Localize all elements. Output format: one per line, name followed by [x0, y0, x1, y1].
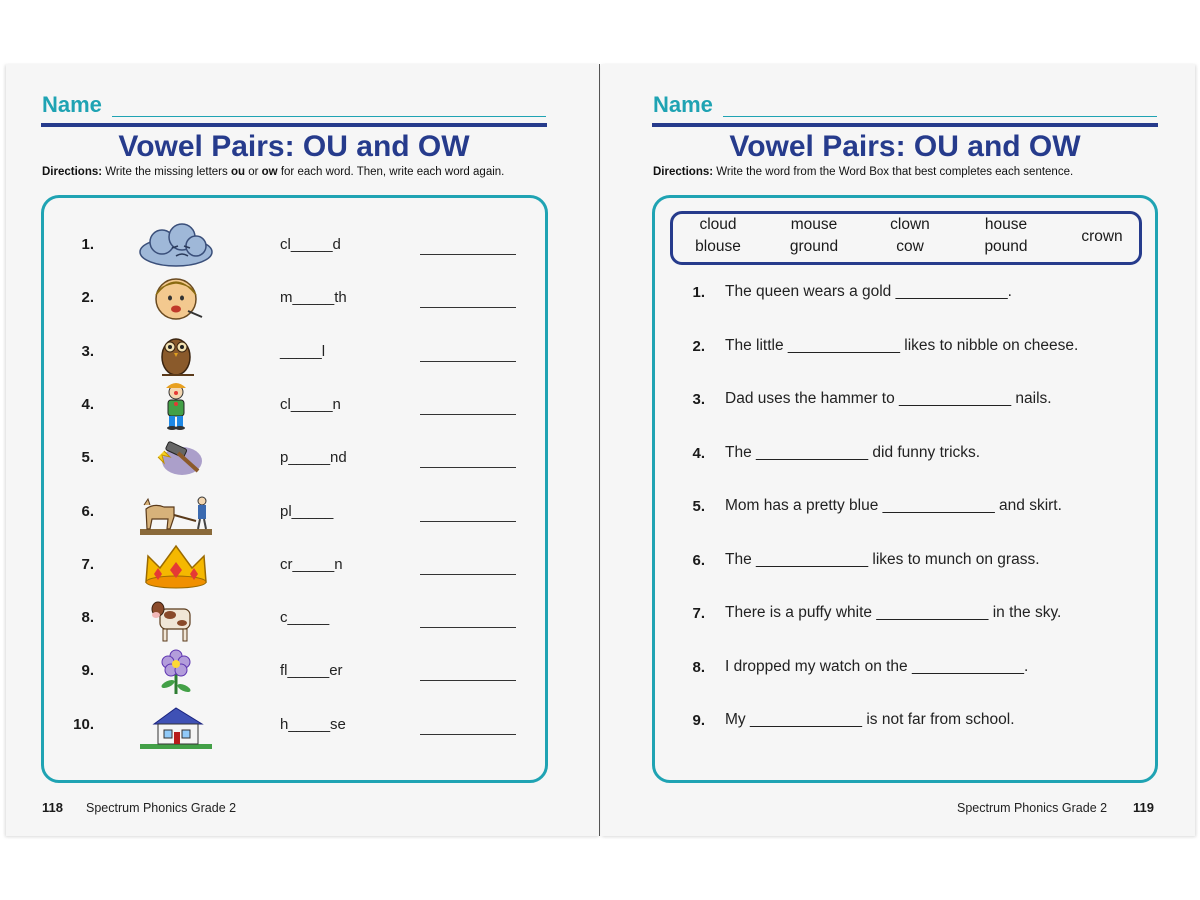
- item-number: 1.: [81, 236, 94, 253]
- sentence-number: 7.: [692, 605, 705, 622]
- book-title: Spectrum Phonics Grade 2: [86, 801, 237, 815]
- missing-letters-word: cr_____n: [280, 555, 343, 573]
- page-number: 118: [42, 800, 63, 815]
- missing-letters-word: _____l: [280, 342, 326, 360]
- sentence-number: 2.: [692, 337, 705, 355]
- answer-line[interactable]: [420, 680, 516, 681]
- directions: [42, 166, 532, 178]
- sentence-text: The _____________ did funny tricks.: [725, 443, 981, 461]
- plow-icon: [136, 489, 216, 537]
- answer-line[interactable]: [420, 254, 516, 255]
- exercise-row: [44, 648, 545, 696]
- answer-line[interactable]: [420, 521, 516, 522]
- item-number: 4.: [81, 395, 94, 413]
- header-rule: [652, 123, 1158, 127]
- answer-line[interactable]: [420, 467, 516, 468]
- sentence-number: 3.: [692, 391, 705, 408]
- cloud-icon: [136, 222, 216, 270]
- sentence-text: My _____________ is not far from school.: [725, 711, 1015, 728]
- book-title: Spectrum Phonics Grade 2: [957, 801, 1108, 815]
- sentence-number: 6.: [692, 551, 705, 569]
- word-box-word: mouse: [790, 216, 838, 233]
- sentence-number: 5.: [692, 498, 705, 515]
- directions-ou: ou: [230, 166, 246, 178]
- name-label: Name: [653, 92, 713, 117]
- directions-prefix: Directions:: [653, 166, 714, 178]
- right-page: [601, 64, 1195, 836]
- directions-text: or: [245, 166, 262, 178]
- word-box-word: clown: [890, 216, 930, 233]
- word-box-word: pound: [984, 238, 1028, 255]
- missing-letters-word: cl_____n: [280, 395, 341, 413]
- answer-line[interactable]: [420, 414, 516, 415]
- answer-line[interactable]: [420, 627, 516, 628]
- sentence-number: 8.: [692, 658, 705, 676]
- sentence-text: Dad uses the hammer to _____________ nails.: [725, 390, 1052, 407]
- sentence-text: The queen wears a gold _____________.: [725, 283, 1012, 300]
- exercise-row: [44, 382, 545, 430]
- word-box-word: ground: [789, 238, 839, 255]
- missing-letters-word: pl_____: [280, 502, 334, 520]
- missing-letters-word: fl_____er: [280, 662, 343, 680]
- directions-prefix: Directions:: [42, 166, 103, 178]
- house-icon: [136, 702, 216, 750]
- exercise-row: [44, 595, 545, 643]
- page-number: 119: [1133, 800, 1154, 815]
- word-box-word: cloud: [699, 216, 737, 233]
- mouth-icon: [136, 275, 216, 323]
- exercise-box: [41, 195, 548, 783]
- sentence-text: The _____________ likes to munch on grass.: [725, 550, 1040, 568]
- sentence-number: 4.: [692, 444, 705, 462]
- name-line: [112, 116, 546, 117]
- answer-line[interactable]: [420, 307, 516, 308]
- item-number: 6.: [81, 502, 94, 520]
- sentence-text: Mom has a pretty blue _____________ and skirt.: [725, 497, 1062, 514]
- item-number: 2.: [81, 289, 94, 307]
- clown-icon: [136, 382, 216, 430]
- item-number: 9.: [81, 662, 94, 680]
- missing-letters-word: cl_____d: [280, 236, 341, 253]
- answer-line[interactable]: [420, 361, 516, 362]
- exercise-row: [44, 329, 545, 377]
- sentence-text: There is a puffy white _____________ in the sky.: [725, 604, 1062, 621]
- directions-text: Write the word from the Word Box that best completes each sentence.: [713, 166, 1074, 178]
- pound-hammer-icon: [136, 435, 216, 483]
- word-box: [670, 211, 1142, 265]
- flower-icon: [136, 648, 216, 696]
- sentence-number: 9.: [692, 712, 705, 729]
- exercise-row: [44, 702, 545, 750]
- owl-icon: [136, 329, 216, 377]
- item-number: 7.: [81, 555, 94, 573]
- item-number: 10.: [73, 715, 94, 733]
- exercise-row: [44, 275, 545, 323]
- exercise-row: [44, 222, 545, 270]
- directions-text: Write the missing letters: [102, 166, 231, 178]
- sentence-text: The little _____________ likes to nibble on cheese.: [725, 336, 1079, 354]
- word-box-word: blouse: [695, 238, 741, 255]
- left-page: [6, 64, 600, 836]
- directions-text: for each word. Then, write each word again.: [277, 166, 505, 178]
- word-box-word: crown: [1081, 228, 1123, 245]
- answer-line[interactable]: [420, 734, 516, 735]
- page-title: Vowel Pairs: OU and OW: [118, 130, 470, 163]
- word-box-word: cow: [896, 238, 924, 255]
- answer-line[interactable]: [420, 574, 516, 575]
- directions: [653, 166, 1153, 178]
- name-label: Name: [42, 92, 102, 117]
- missing-letters-word: p_____nd: [280, 449, 347, 467]
- name-line: [723, 116, 1157, 117]
- page-title: Vowel Pairs: OU and OW: [729, 130, 1081, 163]
- item-number: 8.: [81, 609, 94, 627]
- exercise-row: [44, 435, 545, 483]
- header-rule: [41, 123, 547, 127]
- item-number: 3.: [81, 342, 94, 360]
- word-box-word: house: [984, 216, 1028, 233]
- exercise-box: [652, 195, 1158, 783]
- crown-icon: [136, 542, 216, 590]
- sentence-text: I dropped my watch on the _____________.: [725, 657, 1029, 675]
- missing-letters-word: c_____: [280, 609, 330, 627]
- exercise-row: [44, 489, 545, 537]
- directions-ow: ow: [261, 166, 278, 178]
- sentence-number: 1.: [692, 284, 705, 301]
- cow-icon: [136, 595, 216, 643]
- missing-letters-word: h_____se: [280, 715, 346, 733]
- exercise-row: [44, 542, 545, 590]
- missing-letters-word: m_____th: [280, 289, 347, 307]
- item-number: 5.: [81, 449, 94, 467]
